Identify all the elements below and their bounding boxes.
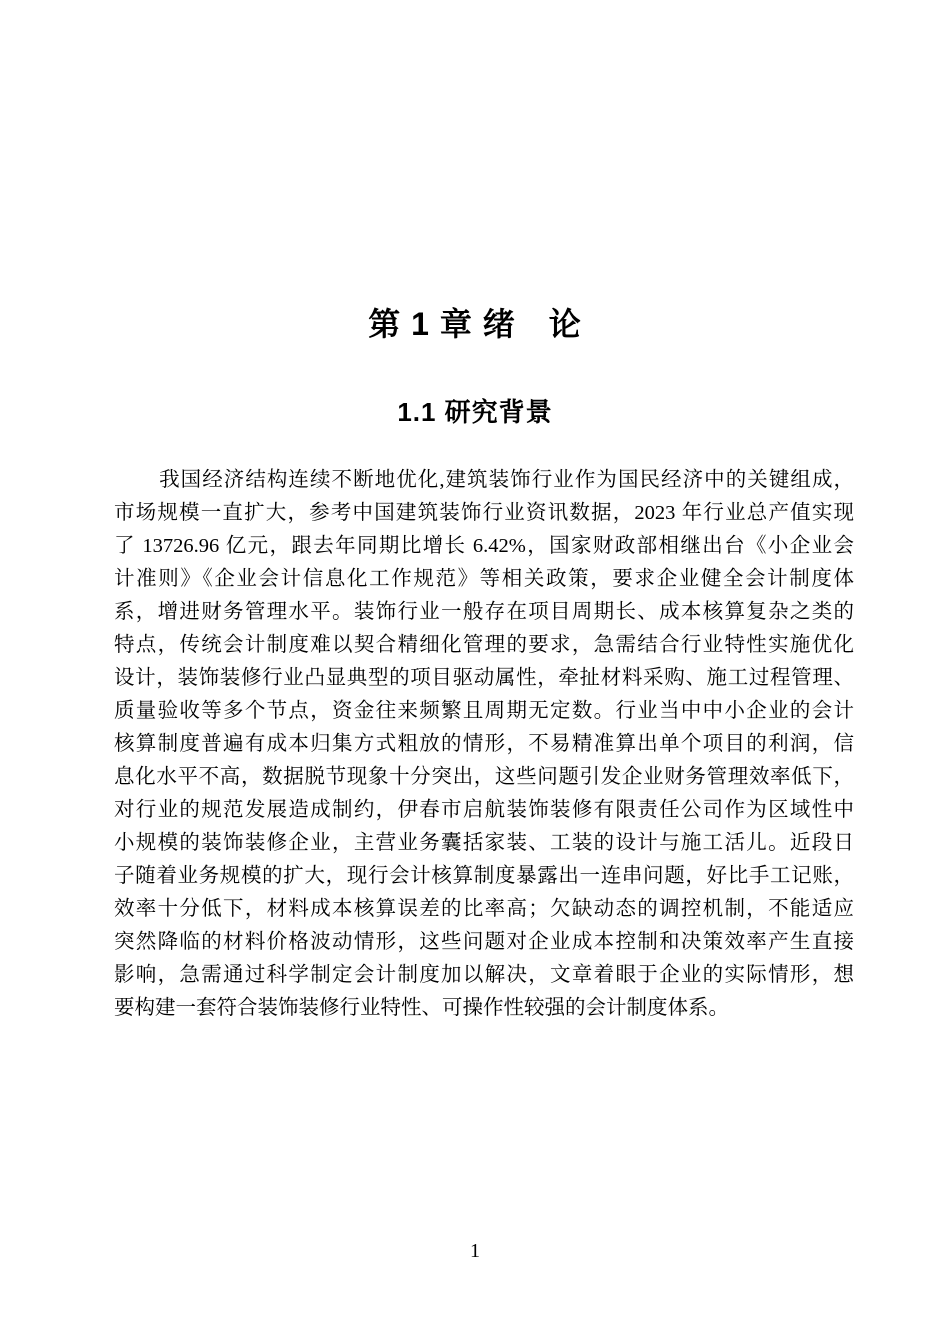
paragraph-line: 对行业的规范发展造成制约，伊春市启航装饰装修有限责任公司作为区域性中 [114, 799, 854, 821]
paragraph-line: 计准则》《企业会计信息化工作规范》等相关政策，要求企业健全会计制度体 [114, 568, 854, 590]
paragraph-line: 要构建一套符合装饰装修行业特性、可操作性较强的会计制度体系。 [114, 997, 729, 1019]
paragraph-line: 效率十分低下，材料成本核算误差的比率高；欠缺动态的调控机制，不能适应 [114, 898, 854, 920]
paragraph-line: 特点，传统会计制度难以契合精细化管理的要求，急需结合行业特性实施优化 [114, 634, 854, 656]
paragraph-line: 系，增进财务管理水平。装饰行业一般存在项目周期长、成本核算复杂之类的 [114, 601, 854, 623]
section-heading: 1.1 研究背景 [397, 397, 553, 427]
paragraph-line: 影响，急需通过科学制定会计制度加以解决，文章着眼于企业的实际情形，想 [114, 964, 854, 986]
paragraph-line: 设计，装饰装修行业凸显典型的项目驱动属性，牵扯材料采购、施工过程管理、 [114, 667, 854, 689]
paragraph-line: 息化水平不高，数据脱节现象十分突出，这些问题引发企业财务管理效率低下， [114, 766, 854, 788]
paragraph-line: 子随着业务规模的扩大，现行会计核算制度暴露出一连串问题，好比手工记账， [114, 865, 854, 887]
page-number: 1 [470, 1240, 480, 1262]
paragraph-line: 小规模的装饰装修企业，主营业务囊括家装、工装的设计与施工活儿。近段日 [114, 832, 854, 854]
paragraph-line: 了 13726.96 亿元，跟去年同期比增长 6.42%，国家财政部相继出台《小企业会 [114, 535, 854, 557]
body-paragraph [114, 464, 854, 1025]
paragraph-line: 我国经济结构连续不断地优化,建筑装饰行业作为国民经济中的关键组成， [159, 469, 854, 491]
chapter-title: 第 1 章 绪 论 [368, 306, 582, 342]
paragraph-line: 市场规模一直扩大，参考中国建筑装饰行业资讯数据，2023 年行业总产值实现 [114, 502, 854, 524]
paragraph-line: 质量验收等多个节点，资金往来频繁且周期无定数。行业当中中小企业的会计 [114, 700, 854, 722]
paragraph-line: 突然降临的材料价格波动情形，这些问题对企业成本控制和决策效率产生直接 [114, 931, 854, 953]
paragraph-line: 核算制度普遍有成本归集方式粗放的情形，不易精准算出单个项目的利润，信 [114, 733, 854, 755]
